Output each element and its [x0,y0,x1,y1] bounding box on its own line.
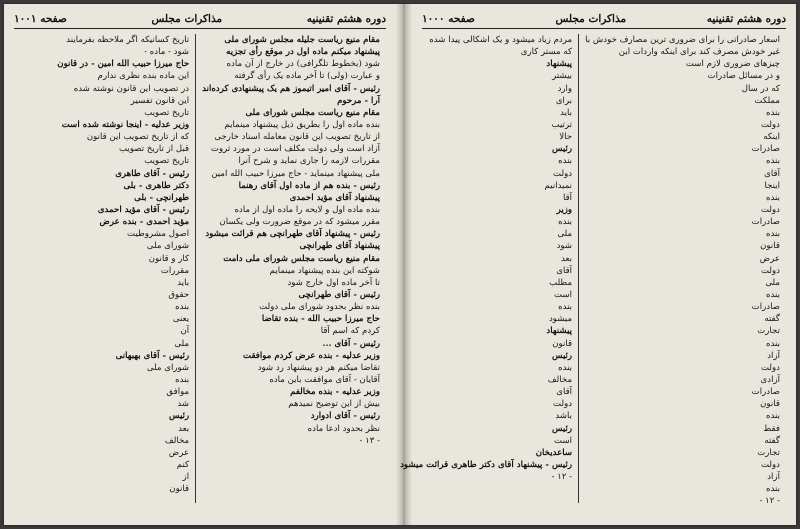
text-line: وزیر [556,204,573,215]
text-line: رئیس - آقای بهبهانی [115,350,190,361]
left-header-page-number: صفحه ۱۰۰۱ [14,13,67,25]
text-line: صادرات [751,302,780,313]
text-line: آزاد [767,350,780,361]
text-line: پیشنهاد آقای طهرانچی [299,241,380,252]
text-line: قانون [760,399,780,410]
text-line: بنده [558,302,573,313]
text-line: بعد [561,253,573,264]
text-line: قانون [760,241,780,252]
text-line: وزیر عدلیه - اینجا نوشته شده است [61,119,190,130]
text-line: بنده [766,229,780,240]
text-line: بنده [558,217,573,228]
book-spread [4,4,796,525]
text-line: اصول مشروطیت [127,229,190,240]
text-line: آقا [562,192,573,203]
text-line: بنده [766,411,780,422]
text-line: بنده [558,362,573,373]
text-line: کردم که اسم آقا [320,326,380,337]
text-line: است [554,289,573,300]
text-line: آقای [556,265,573,276]
left-header-series: دوره هشتم تقنینیه [306,13,386,25]
text-line: بنده [766,484,780,495]
text-line: تجارت [757,447,780,458]
left-page-header [14,10,386,29]
text-line: آقای [764,168,780,179]
text-line: آرا - مرحوم [337,95,380,106]
text-line: وارد [557,83,573,94]
text-line: و عبارت (ولی) تا آخر ماده یک رأی گرفته [234,71,380,82]
text-line: بنده ماده اول را بطریق ذیل پیشنهاد مینمایم [224,119,380,130]
text-line: رئیس - آقای طاهری [115,168,190,179]
left-page [4,4,396,525]
text-line: رئیس [551,350,573,361]
text-line: دولت [760,459,780,470]
text-line: عرض [168,447,190,458]
text-line: کنم [176,459,190,470]
text-line: بنده [766,192,780,203]
text-line: پیشنهاد میکنم ماده اول در موقع رأی تجزیه [226,47,380,58]
text-line: رئیس - پیشنهاد آقای طهرانچی هم قرائت میشود [205,229,380,240]
text-line: آزادی [760,374,780,385]
text-line: رئیس - آقای طهرانچی [298,289,380,300]
text-line: که در سال [741,83,780,94]
text-line: شوکته این بنده پیشنهاد مینمایم [269,265,380,276]
text-line: تاریخ تصویب [144,156,190,167]
text-line: مملکت [754,95,780,106]
text-line: مخالف [164,435,190,446]
right-page-right-column [579,34,786,507]
text-line: باشد [555,411,573,422]
text-line: تاریخ کسانیکه اگر ملاحظه بفرمایند [66,35,190,45]
text-line: رئیس - بنده هم از ماده اول آقای رهنما [238,180,380,191]
text-line: از تاریخ تصویب این قانون معامله اسناد خارجی [214,132,380,143]
text-line: رئیس - آقای ... [322,338,380,349]
text-line: بنده [766,338,780,349]
text-line: شود - ماده - [144,47,190,58]
text-line: دولت [760,362,780,373]
text-line: و در مسائل صادرات [707,71,780,82]
text-line: آن [180,326,190,337]
text-line: شورای ملی [146,241,190,252]
text-line: - ۱۳ - [359,435,380,446]
text-line: شد [177,399,190,410]
text-line: میشود [548,314,573,325]
text-line: غیر خودش مصرف کند برای اینکه واردات این [618,47,780,58]
text-line: مردم زیاد میشود و یک اشکالی پیدا شده [429,35,573,45]
text-line: بنده [558,156,573,167]
left-page-right-column [196,34,386,503]
text-line: وزیر عدلیه - بنده مخالفم [290,387,380,398]
text-line: ملی [174,338,190,349]
text-line: نظر بحدود ادعا ماده [307,423,380,434]
text-line: شورای ملی [146,362,190,373]
text-line: برای [555,95,573,106]
text-line: اینکه [763,132,780,143]
text-line: حقوق [168,289,190,300]
text-line: یعنی [172,314,190,325]
text-line: مقررات لازمه را جاری نماید و شرح آنرا [238,156,380,167]
right-page [400,4,796,525]
text-line: - ۱۲ - [551,472,573,483]
text-line: صادرات [751,217,780,228]
text-line: که از تاریخ تصویب این قانون [86,132,190,143]
text-line: آقای [556,387,573,398]
text-line: مقررات [160,265,190,276]
text-line: مطلب [549,277,573,288]
text-line: فقط [763,423,780,434]
text-line: شود (بخطوط تلگرافی) در خارج از آن ماده [226,59,380,70]
text-line: بنده نظر بحدود شورای ملی دولت [259,302,380,313]
text-line: صادرات [751,387,780,398]
text-line: رئیس [551,144,573,155]
text-line: دولت [760,204,780,215]
text-line: رئیس [551,423,573,434]
right-page-left-column [394,34,578,503]
left-header-title: مذاکرات مجلس [151,13,223,25]
text-line: از [182,472,190,483]
text-line: پیشنهاد [546,59,573,70]
text-line: باید [560,107,573,118]
text-line: رئیس - آقای مؤید احمدی [97,204,190,215]
text-line: این ماده بنده نظری ندارم [97,71,190,82]
text-line: این قانون تفسیر [130,95,190,106]
right-page-header [422,10,786,29]
text-line: بعد [178,423,190,434]
text-line: در تصویب این قانون نوشته شده [73,83,190,94]
text-line: پیشنهاد آقای مؤید احمدی [289,192,380,203]
text-line: نمیدانیم [544,180,573,191]
left-page-columns [14,34,386,503]
text-line: است [554,435,573,446]
text-line: ساعدیخان [535,447,573,458]
text-line: دولت [760,119,780,130]
text-line: ملی پیشنهاد مینماید - حاج میرزا حبیب الله امین [211,168,380,179]
text-line: بنده [766,289,780,300]
text-line: آزاد [767,472,780,483]
text-line: دولت [553,168,573,179]
text-line: که مستر کاری [520,47,573,58]
text-line: بنده [175,302,190,313]
text-line: بنده ماده اول و لایحه را ماده اول از ماده [234,204,380,215]
text-line: پیشنهاد [546,326,573,337]
text-line: مؤید احمدی - بنده عرض [99,217,190,228]
text-line: آزاد است ولی دولت مکلف است در مورد ثروت [210,144,380,155]
text-line: گفته [764,435,780,446]
text-line: مقام منیع ریاست مجلس شورای ملی [245,107,380,118]
text-line: ملی [765,277,780,288]
text-line: کار و قانون [148,253,190,264]
text-line: ترتیب [551,119,573,130]
text-line: صادرات [751,144,780,155]
text-line: گفته [764,314,780,325]
text-line: مخالف [547,374,573,385]
text-line: تاریخ تصویب [144,107,190,118]
text-line: اسعار صادراتی را برای ضروری ترین مصارف خودش با [585,35,780,45]
text-line: موافق [166,387,190,398]
right-header-title: مذاکرات مجلس [555,13,627,25]
text-line: رئیس - پیشنهاد آقای دکتر طاهری قرائت میشود [400,459,573,470]
text-line: وزیر عدلیه - بنده عرض کردم موافقت [243,350,380,361]
text-line: عرض [759,253,780,264]
text-line: بنده [766,156,780,167]
text-line: مقام منیع ریاست مجلس شورای ملی دامت [223,253,380,264]
text-line: قانون [552,338,573,349]
text-line: شود [556,241,573,252]
right-header-page-number: صفحه ۱۰۰۰ [422,13,475,25]
text-line: دولت [760,265,780,276]
text-line: بنده [175,374,190,385]
text-line: طهرانچی - بلی [134,192,190,203]
text-line: تجارت [757,326,780,337]
text-line: چیزهای ضروری لازم است [685,59,780,70]
text-line: - ۱۲ - [759,496,780,507]
text-line: دولت [553,399,573,410]
text-line: باید [177,277,190,288]
text-line: تا آخر ماده اول خارج شود [287,277,380,288]
text-line: حاج میرزا حبیب الله امین - در قانون [57,59,190,70]
text-line: رئیس [169,411,190,422]
text-line: مقرر میشود که در موقع ضرورت ولی یکسان [219,217,380,228]
right-page-columns [400,34,786,507]
text-line: دکتر طاهری - بلی [123,180,190,191]
text-line: قانون [169,484,190,495]
text-line: مقام منیع ریاست جلیله مجلس شورای ملی [224,35,380,45]
text-line: آقایان - آقای موافقت باین ماده [269,374,380,385]
left-page-left-column [14,34,195,503]
text-line: تقاضا میکنم هر دو پیشنهاد رد شود [257,362,380,373]
text-line: بنده [766,107,780,118]
text-line: ملی [557,229,573,240]
text-line: رئیس - آقای امیر اتیموز هم یک پیشنهادی کرده‌اند [202,83,380,94]
text-line: رئیس - آقای ادوارد [310,411,380,422]
text-line: بیش از این توضیح نمیدهم [288,399,380,410]
text-line: بیشتر [552,71,573,82]
text-line: اینجا [764,180,780,191]
right-header-series: دوره هشتم تقنینیه [706,13,786,25]
text-line: قبل از تاریخ تصویب [118,144,190,155]
text-line: حاج میرزا حبیب الله - بنده تقاضا [261,314,380,325]
text-line: حالا [559,132,573,143]
